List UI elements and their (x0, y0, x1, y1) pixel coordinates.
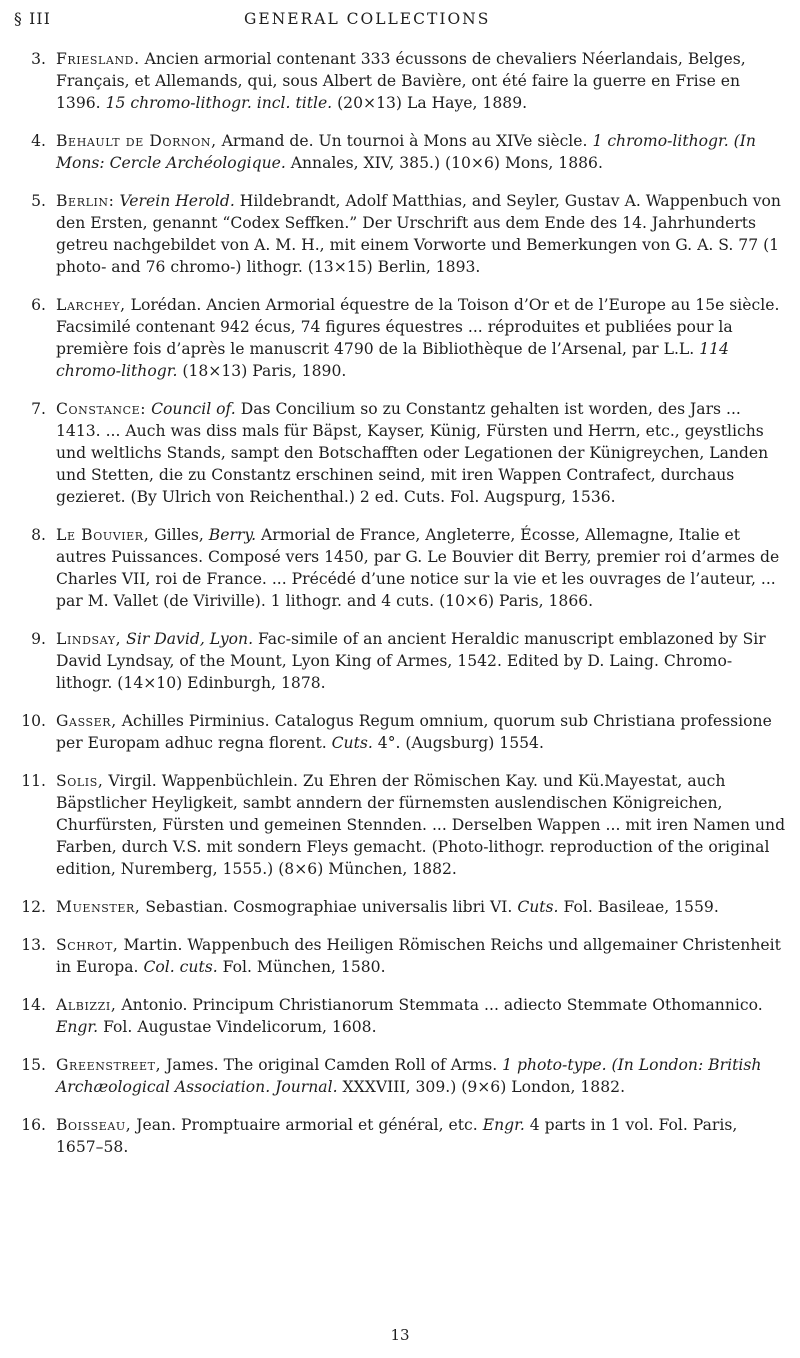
section-mark: § III (14, 10, 52, 28)
entry-italic-note: Engr. (482, 1116, 525, 1134)
entry-italic-note: Col. cuts. (143, 958, 218, 976)
catalogue-entry (0, 130, 800, 174)
entry-text (56, 48, 786, 114)
entry-imprint: Hildebrandt, Adolf Matthias, and Seyler, Gustav A. Wappenbuch von den Ersten, genannt “Codex Seffken.” Der Urschrift aus dem Ende des 14. Jahrhunderts getreu nachgebildet von A. M. H., mit einem Vorworte und Bemerkungen von G. A. S. 77 (1 photo- and 76 chromo-) lithogr. (13×15) Berlin, 1893. (56, 192, 781, 276)
entry-number: 15. (21, 1056, 46, 1074)
entry-imprint: 4 parts in 1 vol. Fol. Paris, 1657–58. (56, 1116, 738, 1156)
entry-number: 10. (21, 712, 46, 730)
entry-author: Albizzi, (56, 996, 117, 1014)
entry-imprint: Fol. Augustae Vindelicorum, 1608. (98, 1018, 377, 1036)
entry-imprint: Fol. Basileae, 1559. (558, 898, 719, 916)
entry-italic-note: Cuts. (517, 898, 559, 916)
entry-text (56, 1114, 786, 1158)
entry-description: Lorédan. Ancien Armorial équestre de la Toison d’Or et de l’Europe au 15e siècle. Facsimilé contenant 942 écus, 74 figures équestres ... réproduites et publiées pour la première fois d’après le manuscrit 4790 de la Bibliothèque de l’Arsenal, par L.L. (56, 296, 780, 358)
entry-italic-note: Engr. (56, 1018, 99, 1036)
entry-imprint: Annales, XIV, 385.) (10×6) Mons, 1886. (285, 154, 603, 172)
entry-author: Muenster, (56, 898, 141, 916)
page-title: GENERAL COLLECTIONS (244, 10, 491, 28)
entry-number: 11. (21, 772, 46, 790)
entry-text (56, 628, 786, 694)
entry-list (0, 48, 800, 1174)
entry-description: Jean. Promptuaire armorial et général, etc. (131, 1116, 483, 1134)
page-number: 13 (390, 1326, 410, 1344)
catalogue-entry (0, 628, 800, 694)
entry-description: Armand de. Un tournoi à Mons au XIVe siècle. (216, 132, 593, 150)
entry-description: Antonio. Principum Christianorum Stemmata ... adiecto Stemmate Othomannico. (116, 996, 763, 1014)
entry-italic-note: 1 chromo-lithogr. (In Mons: Cercle Archéologique. (56, 132, 756, 172)
entry-italic-note: Verein Herold. (119, 192, 235, 210)
entry-text (56, 130, 786, 174)
entry-imprint: Armorial de France, Angleterre, Écosse, Allemagne, Italie et autres Puissances. Composé vers 1450, par G. Le Bouvier dit Berry, premier roi d’armes de Charles VII, roi de France. ... Précédé d’une notice sur la vie et les ouvrages de l’auteur, ... par M. Vallet (de Viriville). 1 lithogr. and 4 cuts. (10×6) Paris, 1866. (56, 526, 780, 610)
entry-italic-note: 15 chromo-lithogr. incl. title. (105, 94, 333, 112)
entry-text (56, 770, 786, 880)
catalogue-entry (0, 1114, 800, 1158)
entry-imprint: (18×13) Paris, 1890. (177, 362, 347, 380)
entry-author: Larchey, (56, 296, 126, 314)
entry-imprint: 4°. (Augsburg) 1554. (372, 734, 544, 752)
entry-number: 13. (21, 936, 46, 954)
catalogue-entry (0, 190, 800, 278)
entry-author: Friesland. (56, 50, 140, 68)
entry-number: 5. (31, 192, 46, 210)
entry-text (56, 710, 786, 754)
entry-number: 9. (31, 630, 46, 648)
entry-description: James. The original Camden Roll of Arms. (161, 1056, 503, 1074)
entry-italic-note: Sir David, Lyon. (126, 630, 254, 648)
entry-author: Behault de Dornon, (56, 132, 217, 150)
entry-text (56, 994, 786, 1038)
entry-number: 3. (31, 50, 46, 68)
entry-imprint: Das Concilium so zu Constantz gehalten ist worden, des Jars ... 1413. ... Auch was diss mals für Bäpst, Kayser, Künig, Fürsten und Herrn, etc., geystlichs und weltlichs Stands, sampt den Botschafften oder Legationen der Künigreychen, Landen und Stetten, die zu Constantz erschinen seind, mit iren Wappen Contrafect, durchaus gezieret. (By Ulrich von Reichenthal.) 2 ed. Cuts. Fol. Augspurg, 1536. (56, 400, 769, 506)
catalogue-entry (0, 770, 800, 880)
entry-author: Greenstreet, (56, 1056, 162, 1074)
entry-description: Virgil. Wappenbüchlein. Zu Ehren der Römischen Kay. und Kü.Mayestat, auch Bäpstlicher Heyligkeit, sambt anndern der fürnemsten auslendischen Königreichen, Churfürsten, Fürsten und gemeinen Stennden. ... Derselben Wappen ... mit iren Namen und Farben, durch V.S. mit sondern Fleys gemacht. (Photo-lithogr. reproduction of the original edition, Nuremberg, 1555.) (8×6) München, 1882. (56, 772, 786, 878)
entry-number: 8. (31, 526, 46, 544)
entry-text (56, 1054, 786, 1098)
entry-description: Martin. Wappenbuch des Heiligen Römischen Reichs und allgemainer Christenheit in Europa. (56, 936, 781, 976)
catalogue-entry (0, 48, 800, 114)
entry-imprint: Fol. München, 1580. (217, 958, 386, 976)
catalogue-entry (0, 294, 800, 382)
entry-description: Gilles, (149, 526, 209, 544)
entry-text (56, 524, 786, 612)
catalogue-entry (0, 934, 800, 978)
entry-author: Constance: (56, 400, 147, 418)
catalogue-entry (0, 994, 800, 1038)
entry-author: Solis, (56, 772, 104, 790)
entry-author: Berlin: (56, 192, 115, 210)
entry-author: Gasser, (56, 712, 117, 730)
entry-italic-note: Berry. (208, 526, 257, 544)
catalogue-entry (0, 524, 800, 612)
entry-text (56, 398, 786, 508)
entry-description: Ancien armorial contenant 333 écussons de chevaliers Néerlandais, Belges, Français, et Allemands, qui, sous Albert de Bavière, ont été faire la guerre en Frise en 1396. (56, 50, 746, 112)
entry-italic-note: Cuts. (331, 734, 373, 752)
catalogue-entry (0, 896, 800, 918)
entry-text (56, 294, 786, 382)
entry-author: Le Bouvier, (56, 526, 150, 544)
entry-text (56, 896, 786, 918)
catalogue-entry (0, 710, 800, 754)
entry-number: 7. (31, 400, 46, 418)
entry-italic-note: 1 photo-type. (In London: British Archæological Association. Journal. (56, 1056, 762, 1096)
entry-number: 6. (31, 296, 46, 314)
entry-number: 12. (21, 898, 46, 916)
catalogue-entry (0, 1054, 800, 1098)
entry-text (56, 190, 786, 278)
entry-number: 16. (21, 1116, 46, 1134)
entry-author: Lindsay, (56, 630, 122, 648)
entry-author: Boisseau, (56, 1116, 132, 1134)
entry-imprint: XXXVIII, 309.) (9×6) London, 1882. (337, 1078, 626, 1096)
entry-number: 14. (21, 996, 46, 1014)
entry-description: Achilles Pirminius. Catalogus Regum omnium, quorum sub Christiana professione per Europam adhuc regna florent. (56, 712, 772, 752)
entry-imprint: (20×13) La Haye, 1889. (332, 94, 528, 112)
running-header (0, 10, 800, 36)
entry-author: Schrot, (56, 936, 119, 954)
catalogue-entry (0, 398, 800, 508)
entry-number: 4. (31, 132, 46, 150)
entry-description: Sebastian. Cosmographiae universalis libri VI. (140, 898, 518, 916)
entry-italic-note: Council of. (151, 400, 236, 418)
entry-imprint: Fac-simile of an ancient Heraldic manuscript emblazoned by Sir David Lyndsay, of the Mount, Lyon King of Armes, 1542. Edited by D. Laing. Chromo-lithogr. (14×10) Edinburgh, 1878. (56, 630, 766, 692)
entry-text (56, 934, 786, 978)
entry-italic-note: 114 chromo-lithogr. (56, 340, 729, 380)
